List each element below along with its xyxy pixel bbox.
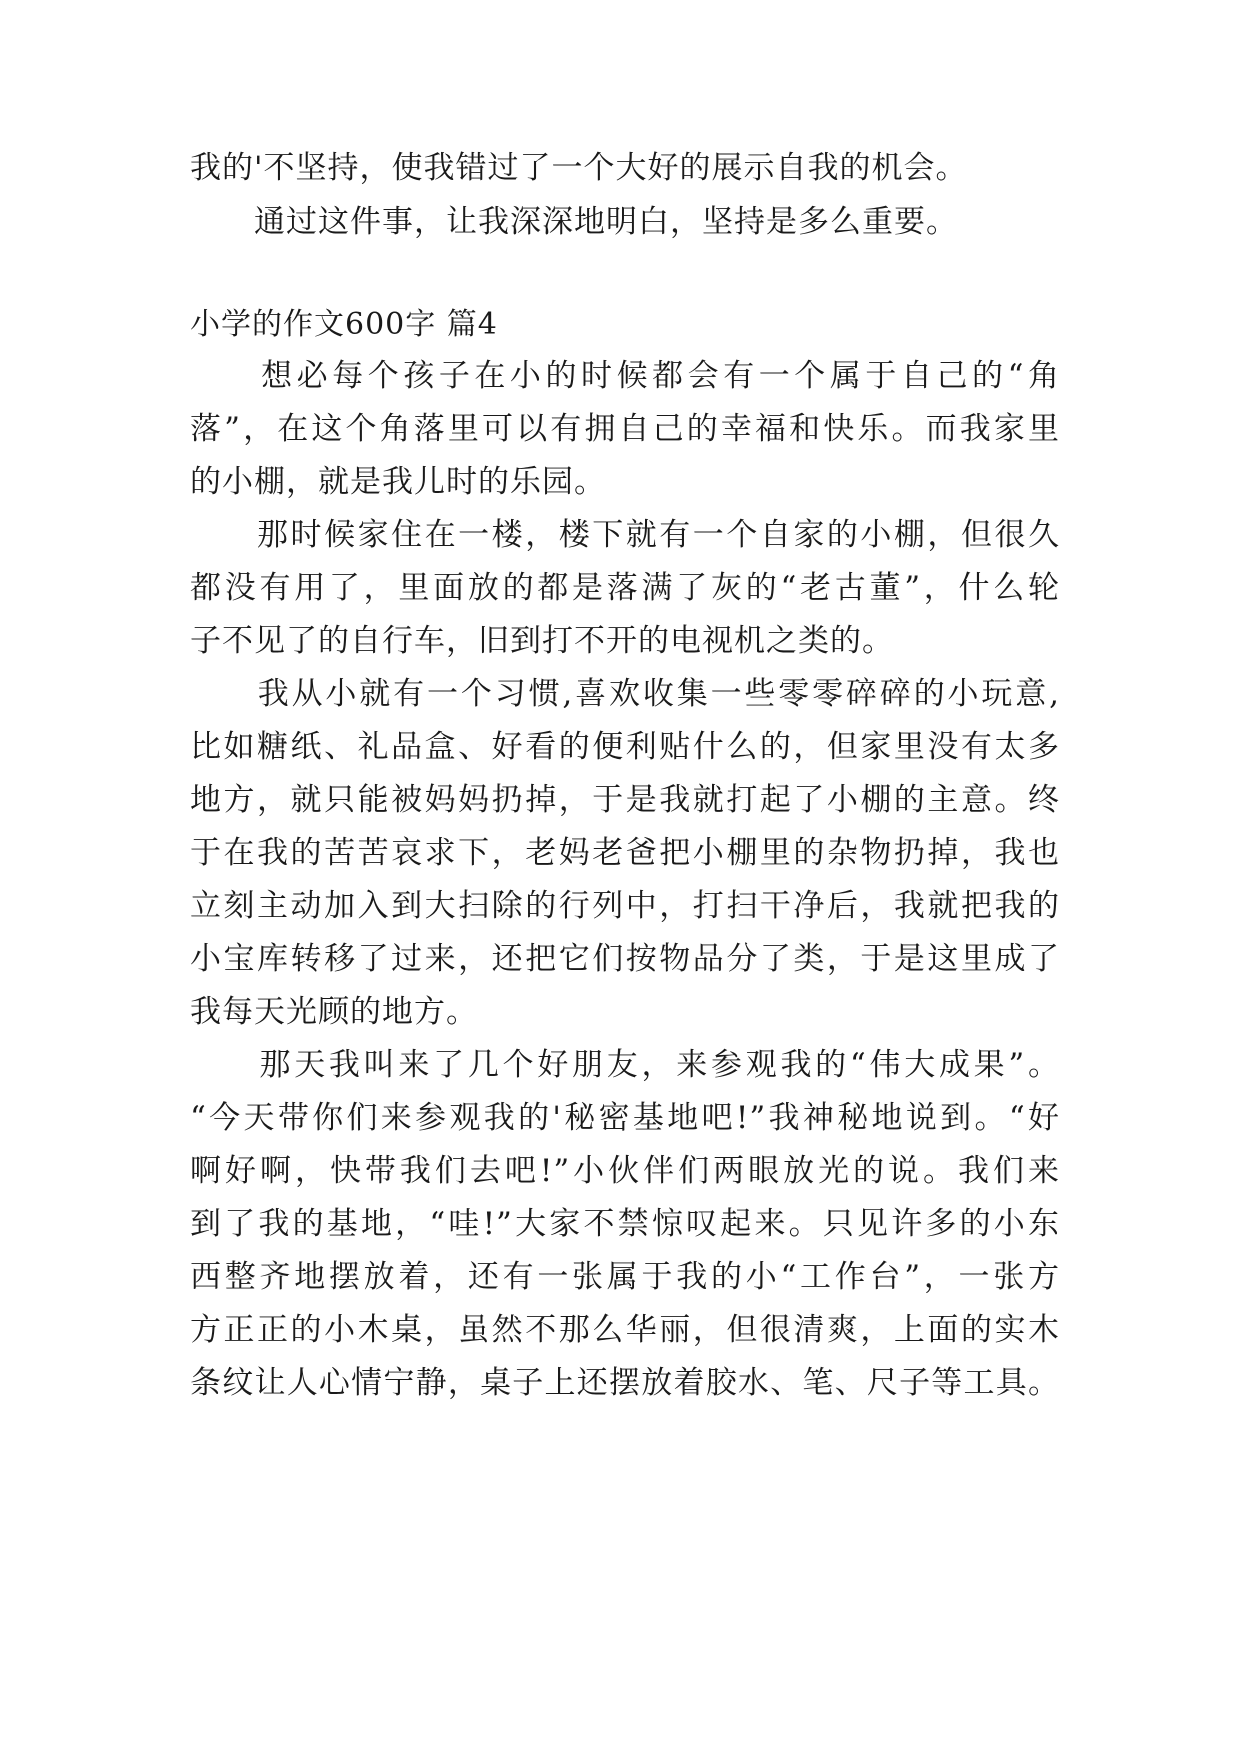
text-line: 比如糖纸、礼品盒、好看的便利贴什么的，但家里没有太多 [190,729,1060,765]
text-line: 地方，就只能被妈妈扔掉，于是我就打起了小棚的主意。终 [190,782,1060,818]
text-line: 立刻主动加入到大扫除的行列中，打扫干净后，我就把我的 [190,888,1060,924]
section-heading: 小学的作文600字 篇4 [190,307,498,342]
text-line: 于在我的苦苦哀求下，老妈老爸把小棚里的杂物扔掉，我也 [190,835,1060,871]
text-line: 那时候家住在一楼，楼下就有一个自家的小棚，但很久 [190,517,1060,553]
text-line: 方正正的小木桌，虽然不那么华丽，但很清爽，上面的实木 [190,1312,1060,1348]
text-line: 我的'不坚持，使我错过了一个大好的展示自我的机会。 [190,150,968,186]
text-line: 条纹让人心情宁静，桌子上还摆放着胶水、笔、尺子等工具。 [190,1365,1060,1401]
text-line: 想必每个孩子在小的时候都会有一个属于自己的“角 [190,358,1060,394]
text-line: “今天带你们来参观我的'秘密基地吧!”我神秘地说到。“好 [190,1100,1060,1136]
text-line: 啊好啊，快带我们去吧!”小伙伴们两眼放光的说。我们来 [190,1153,1060,1189]
text-line: 子不见了的自行车，旧到打不开的电视机之类的。 [190,623,894,659]
text-line: 落”，在这个角落里可以有拥自己的幸福和快乐。而我家里 [190,411,1060,447]
text-line: 我每天光顾的地方。 [190,994,478,1030]
text-line: 西整齐地摆放着，还有一张属于我的小“工作台”，一张方 [190,1259,1060,1295]
text-line: 的小棚，就是我儿时的乐园。 [190,464,606,500]
text-line: 那天我叫来了几个好朋友，来参观我的“伟大成果”。 [190,1047,1060,1083]
text-line: 小宝库转移了过来，还把它们按物品分了类，于是这里成了 [190,941,1060,977]
text-line: 我从小就有一个习惯,喜欢收集一些零零碎碎的小玩意, [190,676,1060,712]
text-line: 都没有用了，里面放的都是落满了灰的“老古董”，什么轮 [190,570,1060,606]
text-line: 通过这件事，让我深深地明白，坚持是多么重要。 [190,204,958,240]
text-line: 到了我的基地，“哇!”大家不禁惊叹起来。只见许多的小东 [190,1206,1060,1242]
